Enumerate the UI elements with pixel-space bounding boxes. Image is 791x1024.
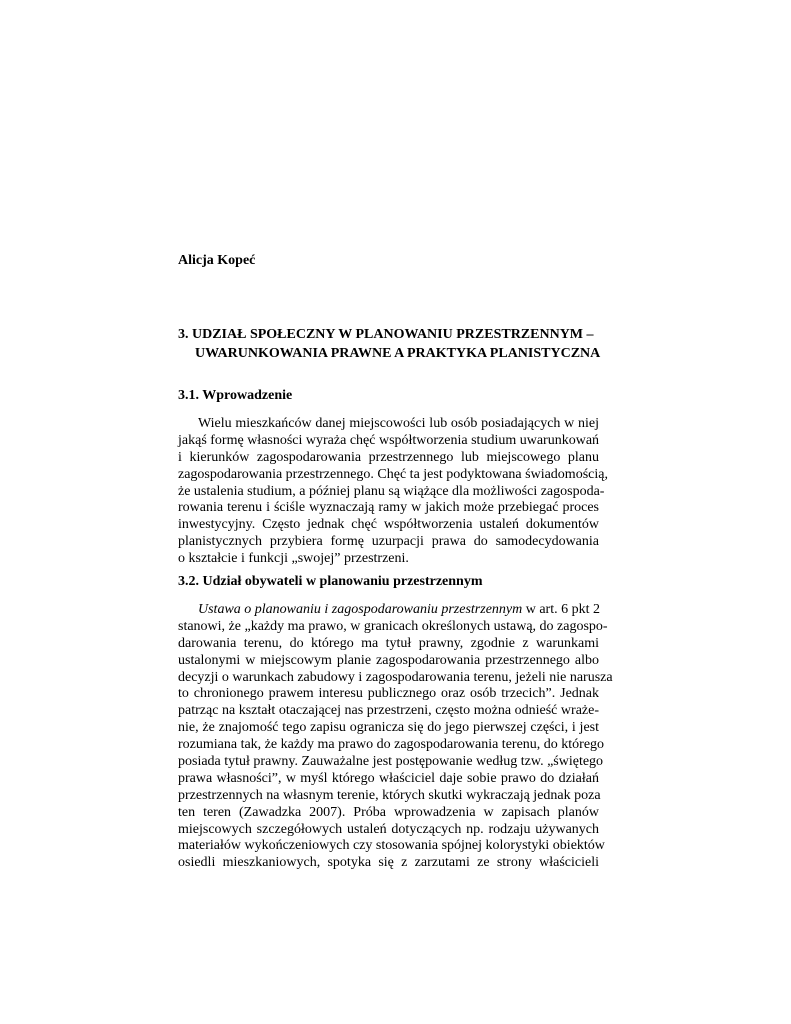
text-line: rowania terenu i ściśle wyznaczają ramy w jakich może przebiegać proces — [178, 500, 599, 516]
text-line: darowania terenu, do którego ma tytuł prawny, zgodnie z warunkami — [178, 635, 599, 651]
text-line — [178, 602, 599, 619]
chapter-title-line-2: UWARUNKOWANIA PRAWNE A PRAKTYKA PLANISTYCZNA — [195, 346, 601, 361]
citizen-participation-paragraph — [178, 602, 613, 872]
text-line: ten teren (Zawadzka 2007). Próba wprowadzenia w zapisach planów — [178, 804, 599, 820]
act-title-citation: Ustawa o planowaniu i zagospodarowaniu przestrzennym — [198, 602, 523, 617]
text-line: inwestycyjny. Często jednak chęć współtworzenia ustaleń dokumentów — [178, 517, 599, 533]
author-name: Alicja Kopeć — [178, 253, 256, 268]
text-line: posiada tytuł prawny. Zauważalne jest postępowanie według tzw. „świętego — [178, 754, 604, 770]
text-line: jakąś formę własności wyraża chęć współtworzenia studium uwarunkowań — [178, 432, 600, 448]
introduction-paragraph — [178, 416, 608, 568]
text-line: zagospodarowania przestrzennego. Chęć ta jest podyktowana świadomością, — [178, 466, 608, 482]
chapter-title — [178, 325, 599, 363]
text-line: materiałów wykończeniowych czy stosowania spójnej kolorystyki obiektów — [178, 838, 605, 854]
text-line: stanowi, że „każdy ma prawo, w granicach określonych ustawą, do zagospo- — [178, 618, 608, 634]
text-line: o kształcie i funkcji „swojej” przestrzeni. — [178, 551, 409, 567]
text-line: i kierunków zagospodarowania przestrzennego lub miejscowego planu — [178, 449, 599, 465]
text-line: patrząc na kształt otaczającej nas przestrzeni, często można odnieść wraże- — [178, 703, 599, 719]
text-fragment: w art. 6 pkt 2 — [522, 602, 600, 617]
text-line: ustalonymi w miejscowym planie zagospodarowania przestrzennego albo — [178, 652, 599, 668]
text-line: prawa własności”, w myśl którego właściciel daje sobie prawo do działań — [178, 770, 599, 786]
text-line: to chronionego prawem interesu publicznego oraz osób trzecich”. Jednak — [178, 686, 599, 702]
text-line: przestrzennych na własnym terenie, których skutki wykraczają jednak poza — [178, 787, 601, 803]
section-heading-citizen-participation: 3.2. Udział obywateli w planowaniu przestrzennym — [178, 574, 483, 589]
text-line: że ustalenia studium, a później planu są wiążące dla możliwości zagospoda- — [178, 483, 605, 499]
text-line: Wielu mieszkańców danej miejscowości lub osób posiadających w niej — [198, 416, 599, 431]
text-line: osiedli mieszkaniowych, spotyka się z zarzutami ze strony właścicieli — [178, 855, 599, 871]
text-line: miejscowych szczegółowych ustaleń dotyczących np. rodzaju używanych — [178, 821, 599, 837]
text-line: rozumiana tak, że każdy ma prawo do zagospodarowania terenu, do którego — [178, 737, 605, 753]
text-line: nie, że znajomość tego zapisu ogranicza się do jego pierwszej części, i jest — [178, 720, 599, 736]
text-line: planistycznych przybiera formę uzurpacji prawa do samodecydowania — [178, 534, 599, 550]
document-page — [178, 0, 613, 1024]
text-line: decyzji o warunkach zabudowy i zagospodarowania terenu, jeżeli nie narusza — [178, 669, 613, 685]
section-heading-introduction: 3.1. Wprowadzenie — [178, 388, 293, 403]
chapter-title-line-1: 3. UDZIAŁ SPOŁECZNY W PLANOWANIU PRZESTRZENNYM – — [178, 327, 594, 342]
